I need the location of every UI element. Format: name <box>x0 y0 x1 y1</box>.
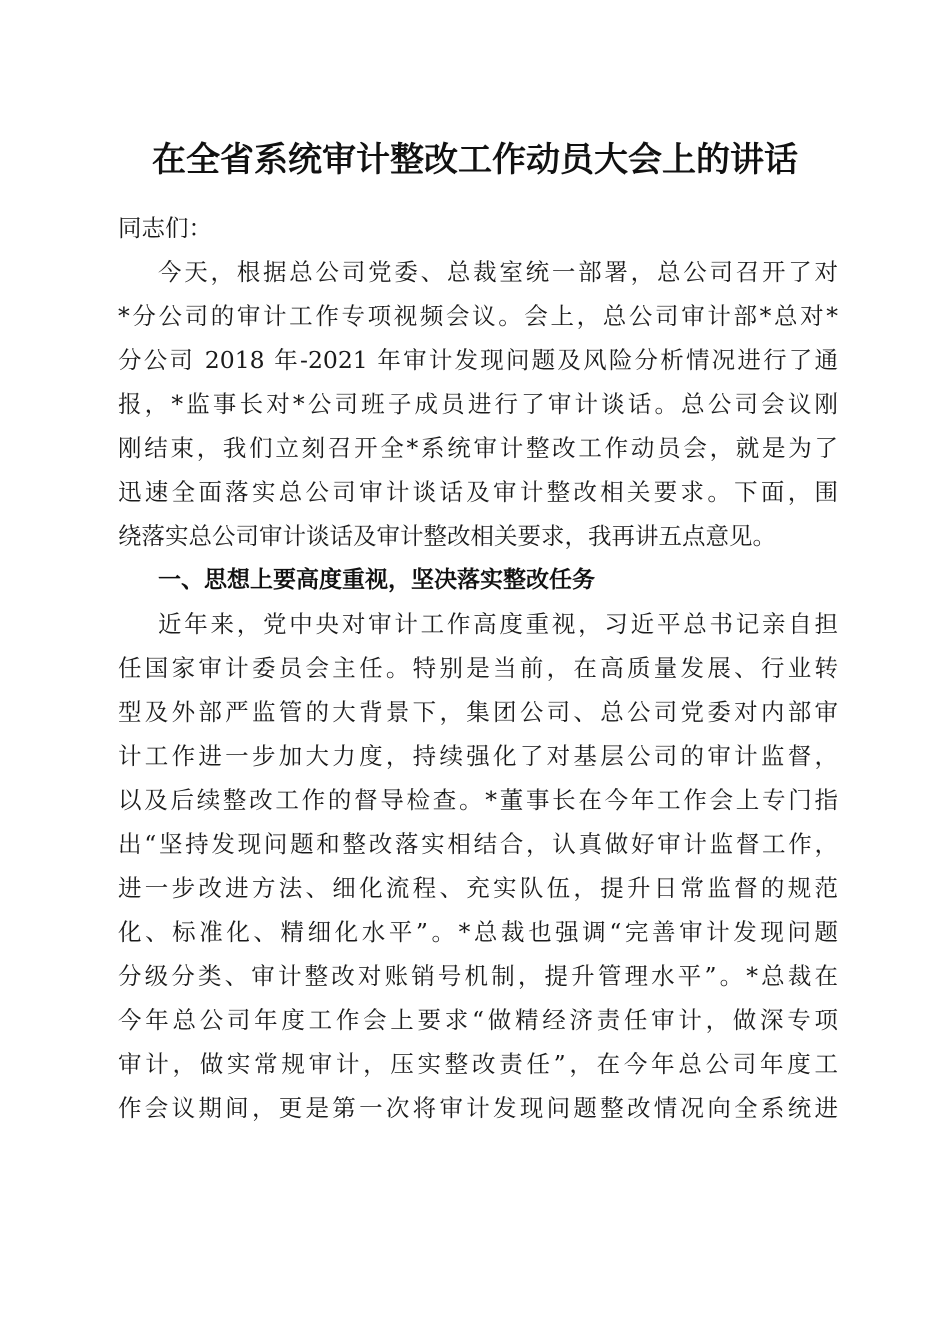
paragraph-line: 分公司 2018 年-2021 年审计发现问题及风险分析情况进行了通 <box>118 346 838 374</box>
document-title: 在全省系统审计整改工作动员大会上的讲话 <box>152 140 798 180</box>
paragraph-line: 型及外部严监管的大背景下，集团公司、总公司党委对内部审 <box>118 698 838 726</box>
paragraph-line: 今年总公司年度工作会上要求“做精经济责任审计，做深专项 <box>118 1006 838 1034</box>
paragraph-line: 以及后续整改工作的督导检查。*董事长在今年工作会上专门指 <box>118 786 838 814</box>
paragraph-line: 绕落实总公司审计谈话及审计整改相关要求，我再讲五点意见。 <box>118 522 776 550</box>
paragraph-line: 迅速全面落实总公司审计谈话及审计整改相关要求。下面，围 <box>118 478 838 506</box>
paragraph-line: 分级分类、审计整改对账销号机制，提升管理水平”。*总裁在 <box>118 962 838 990</box>
section-heading: 一、思想上要高度重视，坚决落实整改任务 <box>158 567 595 593</box>
paragraph-line: 任国家审计委员会主任。特别是当前，在高质量发展、行业转 <box>118 654 838 682</box>
paragraph-line: 刚结束，我们立刻召开全*系统审计整改工作动员会，就是为了 <box>118 434 838 462</box>
salutation: 同志们： <box>118 214 212 242</box>
paragraph-line: 化、标准化、精细化水平”。*总裁也强调“完善审计发现问题 <box>118 918 838 946</box>
paragraph-line: 计工作进一步加大力度，持续强化了对基层公司的审计监督， <box>118 742 838 770</box>
paragraph-line: 近年来，党中央对审计工作高度重视，习近平总书记亲自担 <box>158 610 838 638</box>
paragraph-line: *分公司的审计工作专项视频会议。会上，总公司审计部*总对* <box>118 302 838 330</box>
paragraph-line: 出“坚持发现问题和整改落实相结合，认真做好审计监督工作， <box>118 830 838 858</box>
paragraph-line: 进一步改进方法、细化流程、充实队伍，提升日常监督的规范 <box>118 874 838 902</box>
paragraph-line: 审计，做实常规审计，压实整改责任”，在今年总公司年度工 <box>118 1050 838 1078</box>
paragraph-line: 报，*监事长对*公司班子成员进行了审计谈话。总公司会议刚 <box>118 390 838 418</box>
paragraph-line: 作会议期间，更是第一次将审计发现问题整改情况向全系统进 <box>118 1094 838 1122</box>
paragraph-line: 今天，根据总公司党委、总裁室统一部署，总公司召开了对 <box>158 258 838 286</box>
